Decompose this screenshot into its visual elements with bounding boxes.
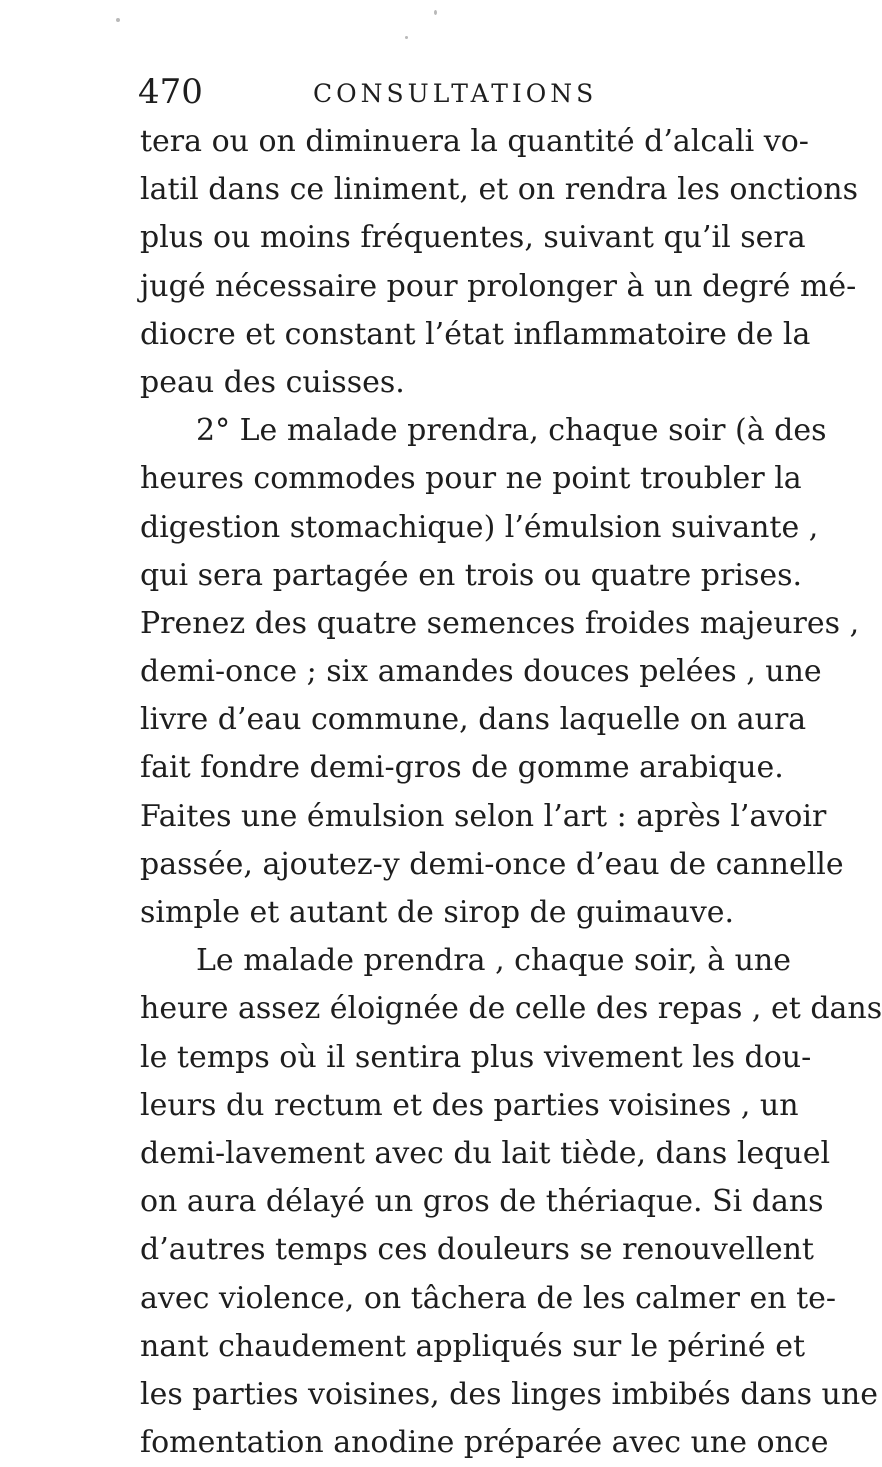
text-line: on aura délayé un gros de thériaque. Si dans <box>140 1184 824 1220</box>
text-line: simple et autant de sirop de guimauve. <box>140 895 735 930</box>
text-line: diocre et constant l’état inflammatoire de la <box>140 316 811 352</box>
text-line: le temps où il sentira plus vivement les dou- <box>140 1039 812 1075</box>
body-text <box>140 118 882 1467</box>
paragraph-start-line: 2° Le malade prendra, chaque soir (à des <box>196 413 827 449</box>
scan-speck <box>405 36 408 39</box>
page-header <box>138 70 658 114</box>
text-line: livre d’eau commune, dans laquelle on aura <box>140 702 807 738</box>
text-line: avec violence, on tâchera de les calmer en te- <box>140 1280 837 1316</box>
text-line: fait fondre demi-gros de gomme arabique. <box>140 750 784 786</box>
text-line: demi-lavement avec du lait tiède, dans lequel <box>140 1135 831 1171</box>
text-line: nant chaudement appliqués sur le périné et <box>140 1328 806 1364</box>
scan-speck <box>434 10 437 15</box>
text-line: jugé nécessaire pour prolonger à un degré mé- <box>140 268 857 304</box>
text-line: demi-once ; six amandes douces pelées , une <box>140 654 822 690</box>
text-line: tera ou on diminuera la quantité d’alcali vo- <box>140 124 809 159</box>
text-line: Faites une émulsion selon l’art : après l’avoir <box>140 798 827 834</box>
text-line: Prenez des quatre semences froides majeures , <box>140 605 860 641</box>
paragraph-start-line: Le malade prendra , chaque soir, à une <box>196 943 791 979</box>
text-line: digestion stomachique) l’émulsion suivante , <box>140 509 819 545</box>
text-line: heures commodes pour ne point troubler la <box>140 461 802 497</box>
page-number: 470 <box>138 72 203 112</box>
text-line: latil dans ce liniment, et on rendra les onctions <box>140 172 858 208</box>
text-line: peau des cuisses. <box>140 364 405 400</box>
running-title: CONSULTATIONS <box>313 79 598 108</box>
text-line: les parties voisines, des linges imbibés dans une <box>140 1376 878 1412</box>
text-line: qui sera partagée en trois ou quatre prises. <box>140 557 803 593</box>
text-line: heure assez éloignée de celle des repas , et dans <box>140 991 882 1027</box>
text-line: fomentation anodine préparée avec une once <box>140 1425 829 1461</box>
text-line: leurs du rectum et des parties voisines , un <box>140 1087 799 1123</box>
text-line: passée, ajoutez-y demi-once d’eau de cannelle <box>140 846 844 882</box>
scan-speck <box>116 18 120 22</box>
text-line: plus ou moins fréquentes, suivant qu’il sera <box>140 220 806 256</box>
text-line: d’autres temps ces douleurs se renouvellent <box>140 1232 814 1268</box>
